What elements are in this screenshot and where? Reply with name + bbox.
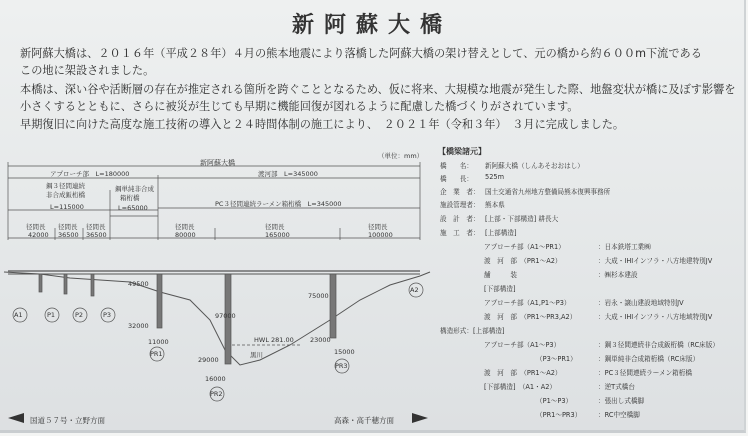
spec-sub-value: ：PC３径間連続ラーメン箱桁橋	[598, 369, 692, 377]
span-label: 径間長	[86, 223, 106, 231]
spec-sub-value: ：鋼単純非合成箱桁橋（RC床版）	[598, 355, 700, 363]
height-value: 49500	[128, 280, 149, 288]
spec-sub-label: （PR1～PR3）	[536, 411, 582, 419]
spec-sub-value: ：RC中空橋脚	[598, 411, 640, 419]
spec-sub-value: ：日本鉄塔工業㈱	[598, 243, 651, 251]
intro-line-5: 早期復旧に向けた高度な施工技術の導入と２４時間体制の施工により、 ２０２１年（令和３年） ３月に完成しました。	[20, 118, 625, 131]
support-label: P2	[75, 311, 84, 319]
steel-girder-label-1: 鋼３径間連続	[46, 182, 85, 190]
support-label: P1	[47, 311, 56, 319]
span-value: 36500	[58, 231, 79, 239]
intro-line-4: 小さくするとともに、さらに被災が生じても早期に機能回復が図れるように配慮した橋づくりがされています。	[20, 100, 579, 113]
steel-girder-length: L=115000	[50, 203, 84, 211]
height-value: 16000	[205, 375, 226, 383]
support-label: A1	[14, 311, 23, 319]
spec-sub-value: ：㈱杉本建設	[598, 271, 638, 279]
slab-label-1: 鋼単純非合成	[115, 185, 154, 193]
spec-sub-label: アプローチ部（A1～PR1）	[484, 243, 565, 251]
support-label: P3	[103, 311, 112, 319]
spec-sub-value: ：大成・IHIインフラ・八方地建特別JV	[598, 257, 713, 265]
spec-value: 新阿蘇大橋（しんあそおおはし）	[485, 162, 584, 170]
spec-value: [上部・下部構造] 耕長大	[485, 215, 559, 223]
direction-left-label: 国道５７号・立野方面	[30, 416, 105, 425]
spec-value: 525m	[485, 173, 505, 181]
height-value: 32000	[128, 322, 149, 330]
height-value: 97000	[215, 312, 236, 320]
spec-value: [上部構造]	[485, 229, 517, 237]
spec-value: 国土交通省九州地方整備局熊本復興事務所	[485, 188, 611, 196]
spec-sub-value: ：張出し式橋脚	[598, 397, 645, 405]
intro-line-2: この地に架設されました。	[20, 64, 155, 77]
height-value: 29000	[198, 356, 219, 364]
spec-sub-value: ：大成・IHIインフラ・八方地域特別JV	[598, 313, 713, 321]
slab-label-2: 箱桁橋	[120, 194, 140, 202]
span-value: 165000	[265, 231, 290, 239]
specs-header: 【橋梁諸元】	[438, 147, 486, 156]
spec-label: 施 工 者：	[440, 229, 480, 237]
spec-label: 企 業 者：	[440, 188, 480, 196]
spec-sub-label: （P3～PR1）	[536, 355, 577, 363]
spec-sub-label: 構造形式：[上部構造]	[440, 327, 505, 335]
spec-sub-value: ：鋼３径間連続非合成鈑桁橋（RC床版）	[598, 341, 719, 349]
slab-length: L=65000	[118, 204, 148, 212]
approach-label: アプローチ部 L=180000	[50, 170, 130, 178]
page-title: 新阿蘇大橋	[291, 12, 452, 38]
spec-sub-label: 舗 装	[484, 271, 517, 279]
span-label: 径間長	[175, 223, 195, 231]
unit-note: （単位：mm）	[378, 152, 424, 160]
spec-sub-label: 渡 河 部 （PR1～A2）	[484, 257, 562, 265]
spec-sub-label: [下部構造] （A1・A2）	[484, 383, 557, 391]
span-value: 80000	[175, 231, 196, 239]
spec-sub-label: （P1～P3）	[536, 397, 573, 405]
height-value: 15000	[334, 348, 355, 356]
hwl-label: HWL 281.00	[254, 336, 294, 344]
spec-label: 施設管理者：	[440, 201, 480, 209]
spec-sub-label: アプローチ部（A1～P3）	[484, 341, 561, 349]
span-label: 径間長	[58, 223, 78, 231]
spec-sub-label: アプローチ部（A1,P1～P3）	[484, 299, 571, 307]
spec-label: 橋 長：	[440, 175, 473, 183]
height-value: 11000	[148, 338, 169, 346]
spec-label: 橋 名：	[440, 162, 473, 170]
height-value: 23000	[310, 336, 331, 344]
spec-sub-label: 渡 河 部 （PR1～A2）	[484, 369, 562, 377]
span-label: 径間長	[26, 223, 46, 231]
support-label: PR3	[335, 362, 348, 370]
spec-value: 熊本県	[485, 201, 505, 209]
steel-girder-label-2: 非合成鈑桁橋	[46, 191, 85, 199]
spec-sub-label: [下部構造]	[484, 285, 516, 293]
pc-girder-label: PC３径間連続ラーメン箱桁橋 L=345000	[215, 200, 342, 208]
intro-line-3: 本橋は、深い谷や活断層の存在が推定される箇所を跨ぐこととなるため、仮に将来、大規模な地震が発生した際、地盤変状が橋に及ぼす影響を	[20, 83, 736, 96]
height-value: 75000	[308, 292, 329, 300]
river-name-label: 黒川	[250, 351, 263, 359]
intro-line-1: 新阿蘇大橋は、２０１６年（平成２８年）４月の熊本地震により落橋した阿蘇大橋の架け替えとして、元の橋から約６００m下流である	[20, 47, 702, 60]
spec-sub-label: 渡 河 部 （PR1～PR3,A2）	[484, 313, 577, 321]
direction-right-label: 高森・高千穂方面	[334, 416, 394, 425]
span-value: 100000	[368, 231, 393, 239]
spec-sub-value: ：岩永・譲山建設地域特別JV	[598, 299, 684, 307]
spec-label: 設 計 者：	[440, 215, 480, 223]
bridge-name-label: 新阿蘇大橋	[200, 159, 235, 167]
span-value: 42000	[28, 231, 49, 239]
span-value: 36500	[86, 231, 107, 239]
span-label: 径間長	[265, 223, 285, 231]
support-label: A2	[410, 286, 419, 294]
spec-sub-value: ：逆T式橋台	[598, 383, 635, 391]
span-label: 径間長	[368, 223, 388, 231]
support-label: PR1	[150, 350, 163, 358]
river-section-label: 渡河部 L=345000	[258, 170, 318, 178]
support-label: PR2	[210, 390, 223, 398]
